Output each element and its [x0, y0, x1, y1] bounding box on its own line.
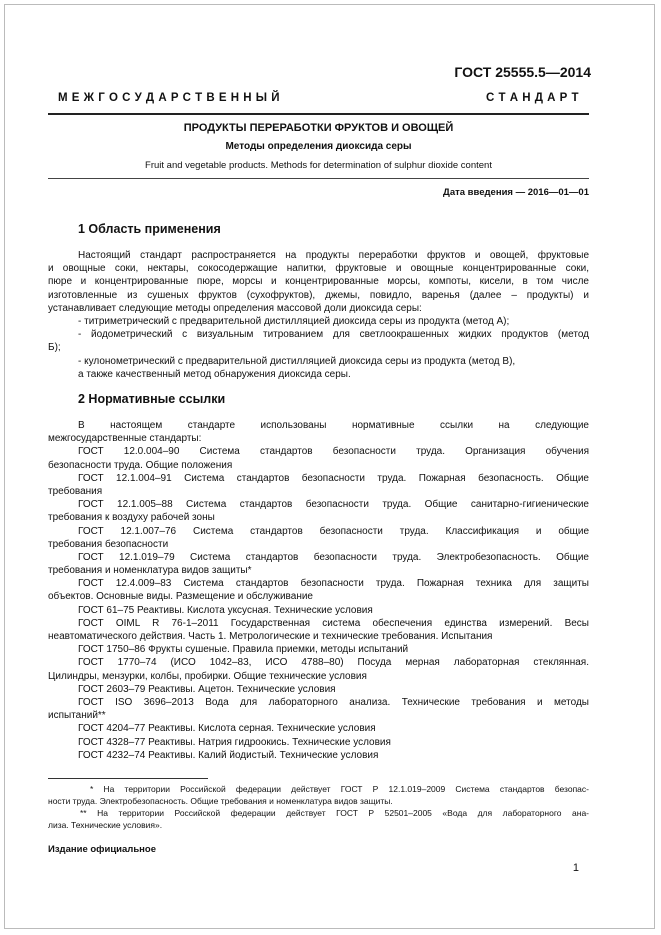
reference-item: ГОСТ 4328–77 Реактивы. Натрия гидроокись. Технические условия [78, 736, 391, 748]
reference-item-cont: неавтоматического действия. Часть 1. Метрологические и технические требования. Испытания [48, 631, 493, 642]
paragraph-line: пюре и концентрированные пюре, морсы и концентрированные морсы, компоты, кисели, в том числе [48, 276, 589, 288]
reference-item-cont: испытаний** [48, 710, 106, 722]
title-rule [48, 178, 589, 179]
reference-item-cont: Цилиндры, мензурки, колбы, пробирки. Общие технические условия [48, 670, 367, 682]
list-item: - йодометрический с визуальным титрованием для светлоокрашенных жидких продуктов (метод [78, 329, 589, 341]
paragraph-line: изготовленные из сушеных фруктов (сухофруктов), джемы, повидло, варенья (далее – продукты) и [48, 289, 589, 301]
paragraph-line: и овощные соки, нектары, сокосодержащие напитки, фруктовые и овощные концентрированные соки, [48, 263, 589, 275]
footnote-line: * На территории Российской федерации действует ГОСТ Р 12.1.019–2009 Система стандартов безопас- [90, 784, 589, 794]
reference-item: ГОСТ 2603–79 Реактивы. Ацетон. Технические условия [78, 683, 336, 695]
reference-item-cont: требования к воздуху рабочей зоны [48, 512, 215, 524]
banner-word-standard: С Т А Н Д А Р Т [486, 92, 579, 104]
reference-item-cont: требования безопасности [48, 538, 169, 550]
reference-item: ГОСТ 12.1.005–88 Система стандартов безопасности труда. Общие санитарно-гигиенические [78, 499, 589, 511]
reference-item-cont: объектов. Основные виды. Размещение и обслуживание [48, 591, 313, 603]
official-edition-label: Издание официальное [48, 844, 156, 855]
reference-item-cont: требования [48, 485, 103, 497]
page-number: 1 [572, 862, 579, 874]
reference-item: ГОСТ 12.0.004–90 Система стандартов безопасности труда. Организация обучения [78, 446, 589, 458]
footnote-line: ности труда. Электробезопасность. Общие требования и номенклатура видов защиты. [48, 796, 393, 806]
footnote-rule [48, 778, 208, 779]
reference-item: ГОСТ 12.4.009–83 Система стандартов безопасности труда. Пожарная техника для защиты [78, 578, 589, 590]
section-1-body [48, 249, 589, 381]
reference-item: ГОСТ OIML R 76-1–2011 Государственная система обеспечения единства измерений. Весы [78, 617, 589, 629]
title-ru-main: ПРОДУКТЫ ПЕРЕРАБОТКИ ФРУКТОВ И ОВОЩЕЙ [183, 122, 454, 134]
paragraph-line: а также качественный метод обнаружения диоксида серы. [78, 368, 351, 380]
header-rule [48, 113, 589, 115]
reference-item-cont: требования и номенклатура видов защиты* [48, 565, 252, 577]
section-2-heading: 2 Нормативные ссылки [78, 392, 226, 406]
footnote-line: лиза. Технические условия». [48, 820, 163, 830]
banner-word-interstate: М Е Ж Г О С У Д А Р С Т В Е Н Н Ы Й [58, 92, 280, 104]
reference-item: ГОСТ 12.1.004–91 Система стандартов безопасности труда. Пожарная безопасность. Общие [78, 472, 589, 484]
reference-item: ГОСТ 4232–74 Реактивы. Калий йодистый. Технические условия [78, 749, 379, 761]
title-ru-sub: Методы определения диоксида серы [225, 141, 412, 152]
reference-item-cont: безопасности труда. Общие положения [48, 459, 233, 471]
list-item-continuation: Б); [48, 342, 61, 354]
paragraph-line: В настоящем стандарте использованы нормативные ссылки на следующие [78, 420, 589, 431]
interstate-standard-banner [58, 92, 579, 104]
reference-item: ГОСТ 61–75 Реактивы. Кислота уксусная. Технические условия [78, 604, 373, 616]
reference-item: ГОСТ 4204–77 Реактивы. Кислота серная. Технические условия [78, 723, 376, 735]
title-en: Fruit and vegetable products. Methods for determination of sulphur dioxide content [145, 160, 492, 171]
reference-item: ГОСТ 1770–74 (ИСО 1042–83, ИСО 4788–80) Посуда мерная лабораторная стеклянная. [78, 657, 589, 669]
list-item: - кулонометрический с предварительной дистилляцией диоксида серы из продукта (метод В), [78, 355, 516, 367]
reference-item: ГОСТ 12.1.019–79 Система стандартов безопасности труда. Электробезопасность. Общие [78, 551, 589, 563]
introduction-date: Дата введения — 2016—01—01 [443, 187, 589, 198]
reference-item: ГОСТ ISO 3696–2013 Вода для лабораторного анализа. Технические требования и методы [78, 696, 589, 708]
section-2-body [48, 419, 589, 762]
paragraph-line: устанавливает следующие методы определения массовой доли диоксида серы: [48, 302, 422, 314]
reference-item: ГОСТ 12.1.007–76 Система стандартов безопасности труда. Классификация и общие [78, 525, 589, 537]
footnote-line: ** На территории Российской федерации действует ГОСТ Р 52501–2005 «Вода для лабораторного ана- [80, 808, 589, 818]
list-item: - титриметрический с предварительной дистилляцией диоксида серы из продукта (метод А); [78, 315, 510, 327]
section-1-heading: 1 Область применения [78, 222, 221, 236]
reference-item: ГОСТ 1750–86 Фрукты сушеные. Правила приемки, методы испытаний [78, 644, 409, 656]
gost-number: ГОСТ 25555.5—2014 [454, 64, 591, 80]
paragraph-line: межгосударственные стандарты: [48, 433, 202, 445]
footnotes [48, 783, 589, 831]
paragraph-line: Настоящий стандарт распространяется на продукты переработки фруктов и овощей, фруктовые [78, 250, 589, 261]
